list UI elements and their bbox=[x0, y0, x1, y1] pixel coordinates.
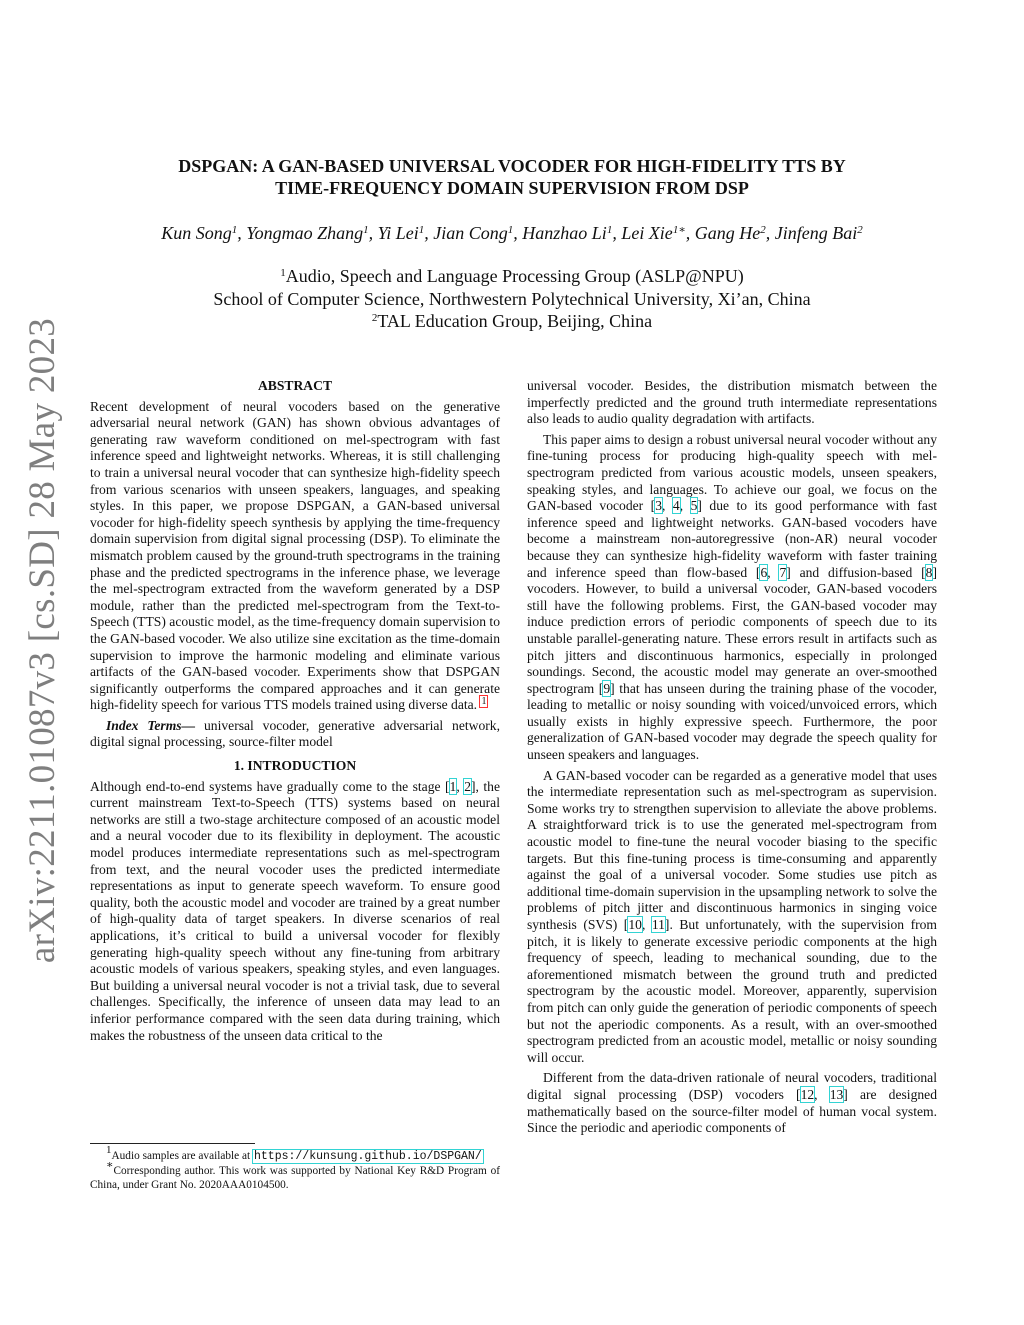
index-terms: Index Terms— universal vocoder, generative adversarial network, digital signal processing, source-filter model bbox=[90, 717, 500, 750]
citation-link[interactable]: 3 bbox=[655, 498, 663, 514]
arxiv-identifier: arXiv:2211.01087v3 [cs.SD] 28 May 2023 bbox=[22, 317, 64, 963]
paragraph: This paper aims to design a robust universal neural vocoder without any fine-tuning process for producing high-quality speech with mel-spectrogram predicted from various acoustic models, unseen speakers, speaking styles, and languages. To achieve our goal, we focus on the GAN-based vocoder [3, 4, 5] due to its good performance with fast inference speed and lightweight networks. GAN-based vocoders have become a mainstream non-autoregressive (non-AR) neural vocoder because they can synthesize high-fidelity waveform with faster training and inference speed than flow-based [6, 7] and diffusion-based [8] vocoders. However, to build a universal vocoder, GAN-based vocoders still have the following problems. First, the GAN-based vocoder may induce prediction errors of periodic components of speech due to its unstable parallel-generating nature. These errors result in artifacts such as pitch jitters and discontinuous harmonics, especially in prolonged soundings. Second, the acoustic model may generate an over-smoothed spectrogram [9] that has unseen during the training phase of the vocoder, leading to metallic or noisy sounding with voiced/unvoiced errors, which usually exists in highly expressive speech. Furthermore, the poor generalization of GAN-based vocoder may degrade the speech quality for unseen speakers and languages. bbox=[527, 431, 938, 763]
left-column bbox=[90, 378, 500, 1044]
citation-link[interactable]: 11 bbox=[651, 917, 665, 932]
author: Hanzhao Li$^1$, bbox=[522, 223, 622, 243]
arxiv-sidebar bbox=[5, 300, 81, 980]
author: Jinfeng Bai$^2$ bbox=[774, 223, 863, 243]
title-line-1: DSPGAN: A GAN-BASED UNIVERSAL VOCODER FOR HIGH-FIDELITY TTS BY bbox=[178, 156, 846, 176]
citation-link[interactable]: 7 bbox=[779, 564, 787, 580]
author: Yongmao Zhang$^1$, bbox=[246, 223, 378, 243]
paragraph: A GAN-based vocoder can be regarded as a generative model that uses the intermediate representation such as mel-spectrogram as supervision. Some works try to strengthen supervision to alleviate the above problems. A straightforward trick is to use the generated mel-spectrogram from acoustic model to fine-tune the neural vocoder biasing to the specific targets. But this fine-tuning process is time-consuming and apparently against the goal of a universal vocoder. Some studies use pitch as additional time-domain supervision in the upsampling network to solve the problems of pitch jitter and discontinuous harmonics in singing voice synthesis (SVS) [10, 11]. But unfortunately, with the supervision from pitch, it is likely to generate excessive periodic components at the high frequency of speech, leading to mechanical sounding, due to the aforementioned mismatch between the ground truth and predicted spectrogram by the acoustic model. Moreover, apparently, supervision from pitch can only guide the generation of periodic components of speech but not the aperiodic components. As a result, with an over-smoothed spectrogram predicted from an acoustic model, metallic or noisy sounding will occur. bbox=[527, 767, 938, 1065]
affiliation-2: $^2$TAL Education Group, Beijing, China bbox=[371, 311, 653, 331]
introduction-heading: 1. INTRODUCTION bbox=[233, 758, 357, 774]
citation-link[interactable]: 8 bbox=[925, 564, 933, 580]
paper-title bbox=[100, 155, 924, 199]
citation-link[interactable]: 1 bbox=[449, 778, 457, 794]
author: Gang He$^2$, bbox=[694, 223, 775, 243]
citation-link[interactable]: 2 bbox=[464, 778, 472, 794]
author: Jian Cong$^1$, bbox=[433, 223, 523, 243]
citation-link[interactable]: 13 bbox=[829, 1086, 844, 1102]
abstract-heading: ABSTRACT bbox=[257, 378, 333, 393]
audio-samples-link[interactable]: https://kunsung.github.io/DSPGAN/ bbox=[253, 1150, 482, 1163]
footnotes bbox=[90, 1143, 500, 1192]
author: Kun Song$^1$, bbox=[161, 223, 247, 243]
footnote-rule bbox=[90, 1143, 255, 1144]
affiliation-1: $^1$Audio, Speech and Language Processing Group (ASLP@NPU) bbox=[280, 266, 744, 286]
paragraph: universal vocoder. Besides, the distribution mismatch between the imperfectly predicted and the ground truth intermediate representations also leads to audio quality degradation with artifacts. bbox=[527, 378, 937, 427]
paragraph: Different from the data-driven rationale of neural vocoders, traditional digital signal processing (DSP) vocoders [12, 13] are designed mathematically based on the source-filter model of human vocal system. Since the periodic and aperiodic components of bbox=[527, 1070, 937, 1136]
affiliations bbox=[100, 265, 924, 333]
citation-link[interactable]: 5 bbox=[690, 498, 698, 514]
title-line-2: TIME-FREQUENCY DOMAIN SUPERVISION FROM DSP bbox=[275, 178, 749, 198]
footnote-link[interactable]: 1 bbox=[481, 696, 487, 708]
affiliation-1-line-2: School of Computer Science, Northwestern Polytechnical University, Xi’an, China bbox=[213, 288, 811, 309]
author-list bbox=[60, 222, 964, 244]
footnote-1: $^1$Audio samples are available at https://kunsung.github.io/DSPGAN/ bbox=[106, 1144, 482, 1163]
citation-link[interactable]: 6 bbox=[760, 564, 768, 580]
abstract-body: Recent development of neural vocoders based on the generative adversarial neural network (GAN) has shown obvious advantages of generating raw waveform conditioned on mel-spectrogram with fast inference speed and lightweight networks. Whereas, it is still challenging to train a universal neural vocoder that can synthesize high-fidelity speech from various scenarios with unseen speakers, languages, and speaking styles. In this paper, we propose DSPGAN, a GAN-based universal vocoder for high-fidelity speech synthesis by applying the time-frequency domain supervision from digital signal processing (DSP). To eliminate the mismatch problem caused by the ground-truth spectrograms in the training phase and the predicted spectrograms in the inference phase, we leverage the mel-spectrogram extracted from the waveform generated by a DSP module, rather than the predicted mel-spectrogram from the Text-to-Speech (TTS) acoustic model, as the time-frequency domain supervision to the GAN-based vocoder. We also utilize sine excitation as the time-domain supervision to improve the harmonic modeling and eliminate various artifacts of the GAN-based vocoder. Experiments show that DSPGAN significantly outperforms the compared approaches and it can generate high-fidelity speech for various TTS models trained using diverse data. $^1$ bbox=[90, 398, 500, 713]
right-column bbox=[527, 378, 937, 1137]
citation-link[interactable]: 9 bbox=[603, 680, 611, 696]
citation-link[interactable]: 10 bbox=[628, 917, 642, 932]
citation-link[interactable]: 12 bbox=[800, 1086, 815, 1102]
intro-paragraph: Although end-to-end systems have gradually come to the stage [1, 2], the current mainstream Text-to-Speech (TTS) systems based on neural networks are still a two-stage architecture composed of an acoustic model and a neural vocoder due to its flexibility in deployment. The acoustic model produces intermediate representations such as mel-spectrogram from text, and the neural vocoder uses the predicted intermediate representations as input to generate speech waveform. To ensure good quality, both the acoustic model and vocoder are trained by a great number of high-quality data of target speakers. In diverse scenarios of real applications, it’s critical to build a universal vocoder for flexibly generating high-quality speech without any fine-tuning from arbitrary acoustic models of various speakers, speaking styles, and even languages. But building a universal neural vocoder is not a trivial task, due to several challenges. Specifically, the inference of unseen data may lead to an inferior performance compared with the seen data during training, which makes the robustness of the unseen data critical to the bbox=[90, 778, 501, 1043]
citation-link[interactable]: 4 bbox=[672, 498, 680, 514]
author: Lei Xie$^{1∗}$, bbox=[621, 223, 695, 243]
author: Yi Lei$^1$, bbox=[377, 223, 434, 243]
footnote-2: ∗Corresponding author. This work was supported by National Key R&D Program of China, under Grant No. 2020AAA0104500. bbox=[90, 1159, 500, 1191]
